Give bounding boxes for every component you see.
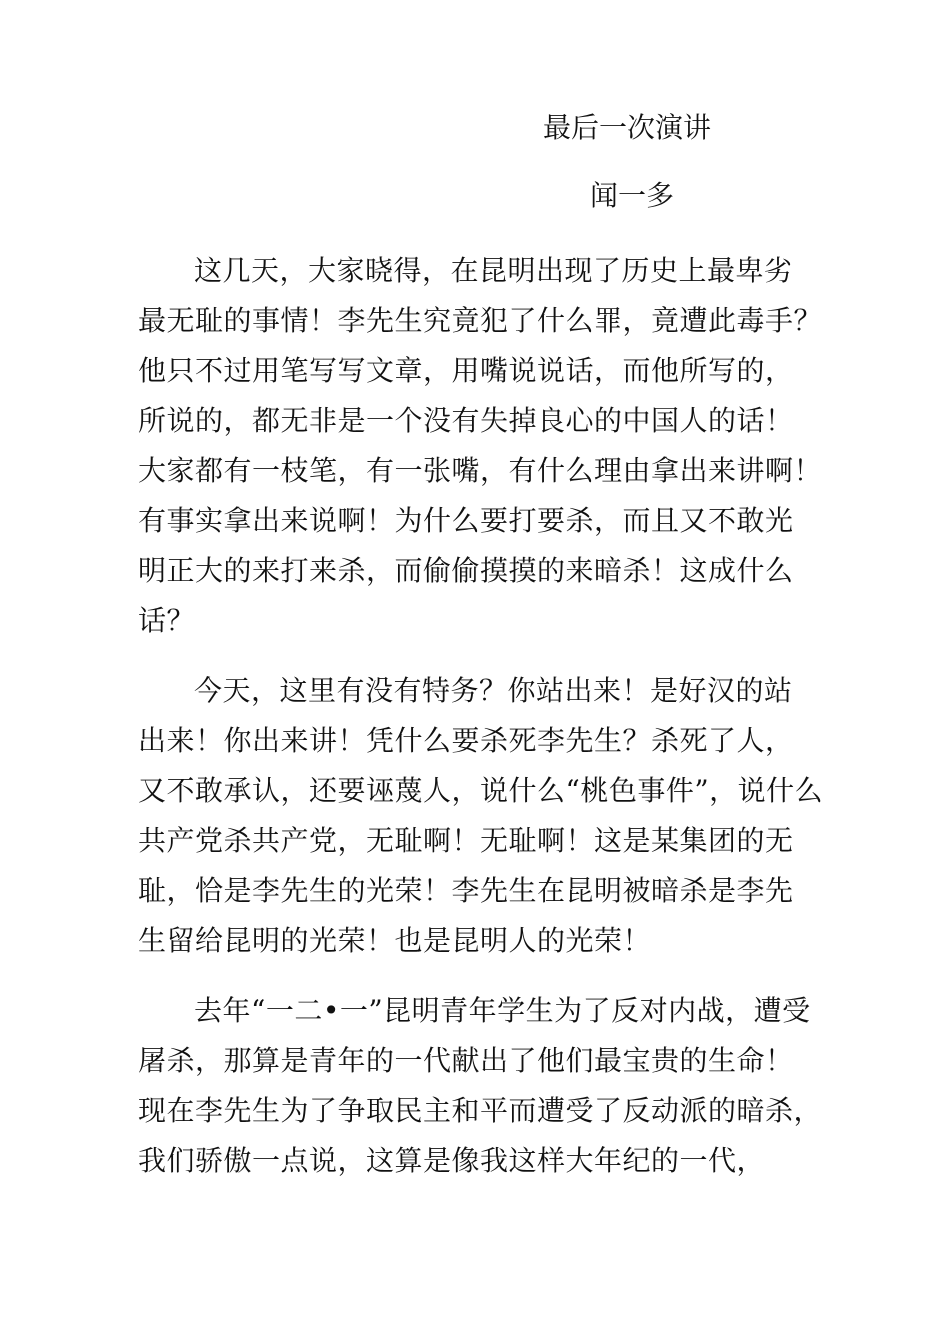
text-line: 话？ [138, 604, 196, 637]
text-line: 所说的，都无非是一个没有失掉良心的中国人的话！ [138, 404, 794, 437]
paragraph-2 [138, 666, 823, 966]
paragraph-1 [138, 246, 822, 646]
text-line: 他只不过用笔写写文章，用嘴说说话，而他所写的， [138, 354, 794, 387]
text-line: 又不敢承认，还要诬蔑人，说什么“桃色事件”，说什么 [138, 774, 824, 807]
text-line: 今天，这里有没有特务？你站出来！是好汉的站 [194, 674, 793, 707]
document-author: 闻一多 [590, 179, 675, 212]
text-line: 明正大的来打来杀，而偷偷摸摸的来暗杀！这成什么 [138, 554, 794, 587]
text-line: 这几天，大家晓得，在昆明出现了历史上最卑劣 [194, 254, 793, 287]
text-line: 大家都有一枝笔，有一张嘴，有什么理由拿出来讲啊！ [138, 454, 823, 487]
text-line: 屠杀，那算是青年的一代献出了他们最宝贵的生命！ [138, 1044, 794, 1077]
text-line: 去年“一二•一”昆明青年学生为了反对内战，遭受 [194, 994, 811, 1027]
text-line: 最无耻的事情！李先生究竟犯了什么罪，竟遭此毒手？ [138, 304, 823, 337]
text-line: 有事实拿出来说啊！为什么要打要杀，而且又不敢光 [138, 504, 794, 537]
text-line: 生留给昆明的光荣！也是昆明人的光荣！ [138, 924, 652, 957]
paragraph-3 [138, 986, 822, 1186]
text-line: 共产党杀共产党，无耻啊！无耻啊！这是某集团的无 [138, 824, 794, 857]
text-line: 现在李先生为了争取民主和平而遭受了反动派的暗杀， [138, 1094, 823, 1127]
text-line: 我们骄傲一点说，这算是像我这样大年纪的一代， [138, 1144, 766, 1177]
document-title: 最后一次演讲 [543, 111, 712, 144]
text-line: 耻，恰是李先生的光荣！李先生在昆明被暗杀是李先 [138, 874, 794, 907]
text-line: 出来！你出来讲！凭什么要杀死李先生？杀死了人， [138, 724, 794, 757]
